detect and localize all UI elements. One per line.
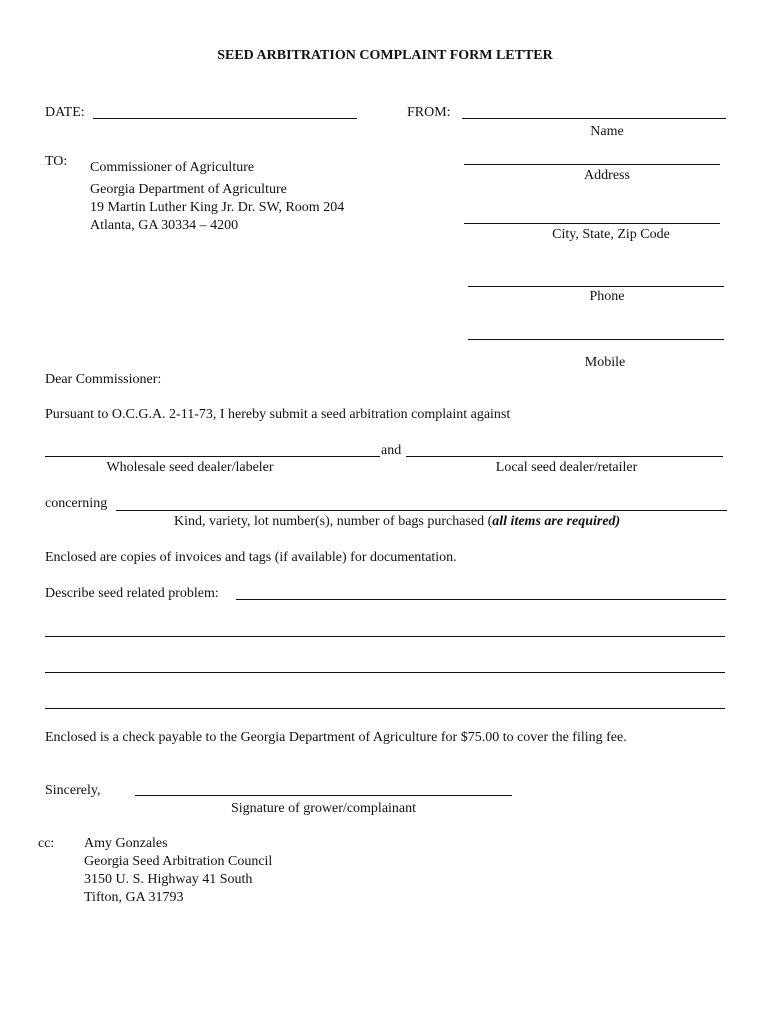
cc-address-line: Tifton, GA 31793 [84,890,184,905]
name-caption: Name [590,124,624,139]
local-caption: Local seed dealer/retailer [495,460,638,475]
city-state-zip-caption: City, State, Zip Code [552,227,670,242]
enclosed-check-text: Enclosed is a check payable to the Georgia Department of Agriculture for $75.00 to cover the filing fee. [45,730,627,745]
to-label: TO: [45,154,68,169]
and-word: and [381,443,402,458]
sincerely: Sincerely, [45,783,101,798]
problem-field-line-3[interactable] [45,672,725,673]
city-state-zip-field[interactable] [464,223,720,224]
cc-address-line: 3150 U. S. Highway 41 South [84,872,253,887]
date-field[interactable] [93,118,357,119]
mobile-field[interactable] [468,339,724,340]
to-address-line: Georgia Department of Agriculture [90,182,287,197]
address-field[interactable] [464,164,720,165]
date-label: DATE: [45,105,85,120]
wholesale-caption: Wholesale seed dealer/labeler [106,460,274,475]
concerning-field[interactable] [116,510,727,511]
page-title: SEED ARBITRATION COMPLAINT FORM LETTER [217,48,553,63]
describe-label: Describe seed related problem: [45,586,219,601]
salutation: Dear Commissioner: [45,372,162,387]
problem-field-line-2[interactable] [45,636,725,637]
intro-text: Pursuant to O.C.G.A. 2-11-73, I hereby submit a seed arbitration complaint against [45,407,511,422]
problem-field-line-1[interactable] [236,599,726,600]
from-label: FROM: [407,105,451,120]
to-address-line: 19 Martin Luther King Jr. Dr. SW, Room 204 [90,200,345,215]
cc-address-line: Georgia Seed Arbitration Council [84,854,273,869]
cc-label: cc: [38,836,55,851]
required-note: all items are required) [492,514,621,529]
signature-caption: Signature of grower/complainant [230,801,417,816]
concerning-label: concerning [45,496,108,511]
phone-field[interactable] [468,286,724,287]
local-dealer-field[interactable] [406,456,723,457]
concerning-caption: Kind, variety, lot number(s), number of bags purchased (all items are required) [174,514,621,529]
enclosed-copies-text: Enclosed are copies of invoices and tags (if available) for documentation. [45,550,457,565]
mobile-caption: Mobile [584,355,626,370]
phone-caption: Phone [589,289,625,304]
to-address-line: Commissioner of Agriculture [90,160,255,175]
to-address-line: Atlanta, GA 30334 – 4200 [90,218,239,233]
address-caption: Address [584,168,630,183]
name-field[interactable] [462,118,726,119]
signature-field[interactable] [135,795,512,796]
wholesale-dealer-field[interactable] [45,456,380,457]
problem-field-line-4[interactable] [45,708,725,709]
cc-address-line: Amy Gonzales [84,836,168,851]
